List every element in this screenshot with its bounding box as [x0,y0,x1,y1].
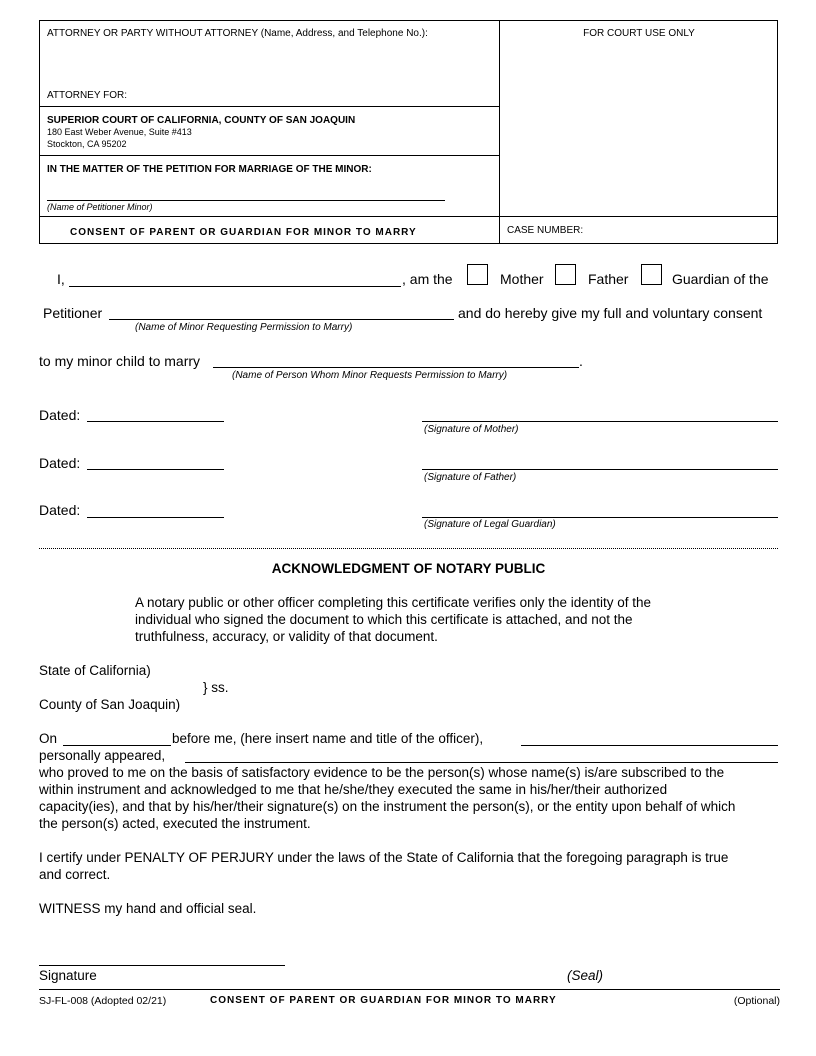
officer-name-field[interactable] [521,745,778,746]
notary-signature-field[interactable] [39,965,285,966]
state-label: State of California) [39,663,151,678]
signature-field-guardian[interactable] [422,517,778,518]
footer-title: CONSENT OF PARENT OR GUARDIAN FOR MINOR TO MARRY [210,995,557,1006]
seal-label: (Seal) [567,968,604,983]
caption-divider [499,20,500,244]
notary-notice-line-2: individual who signed the document to which this certificate is attached, and not the [135,612,633,627]
minor-caption: (Name of Minor Requesting Permission to Marry) [135,322,353,333]
attorney-for-label: ATTORNEY FOR: [47,90,128,101]
date-field-mother[interactable] [87,421,224,422]
court-name: SUPERIOR COURT OF CALIFORNIA, COUNTY OF SAN JOAQUIN [47,115,356,126]
date-field-father[interactable] [87,469,224,470]
parent-name-field[interactable] [69,286,401,287]
matter-label: IN THE MATTER OF THE PETITION FOR MARRIAGE OF THE MINOR: [47,164,372,175]
optional-label: (Optional) [733,995,780,1007]
marry-period: . [579,353,583,369]
certify-line-1: I certify under PENALTY OF PERJURY under the laws of the State of California that the foregoing paragraph is true [39,850,729,865]
witness-text: WITNESS my hand and official seal. [39,901,257,916]
caption-rule-2 [39,155,500,156]
before-me-text: before me, (here insert name and title of the officer), [172,731,484,746]
appeared-name-field[interactable] [185,762,778,763]
case-number-label: CASE NUMBER: [507,225,584,236]
footer-rule [39,989,780,990]
signature-field-mother[interactable] [422,421,778,422]
father-label: Father [588,271,629,287]
on-label: On [39,731,58,746]
notary-date-field[interactable] [63,745,171,746]
dated-label-3: Dated: [39,502,81,518]
sig-guardian-caption: (Signature of Legal Guardian) [424,519,556,530]
sig-mother-caption: (Signature of Mother) [424,424,519,435]
caption-rule-3 [39,216,778,217]
petitioner-name-field[interactable] [47,200,445,201]
caption-rule-1 [39,106,500,107]
signature-field-father[interactable] [422,469,778,470]
mother-checkbox[interactable] [467,264,488,285]
marry-label: to my minor child to marry [39,353,201,369]
mother-label: Mother [500,271,544,287]
sig-father-caption: (Signature of Father) [424,472,517,483]
form-number: SJ-FL-008 (Adopted 02/21) [39,995,167,1007]
date-field-guardian[interactable] [87,517,224,518]
minor-name-field[interactable] [109,319,454,320]
consent-text: and do hereby give my full and voluntary consent [458,305,763,321]
court-address-line-1: 180 East Weber Avenue, Suite #413 [47,127,192,137]
guardian-label: Guardian of the [672,271,769,287]
form-title: CONSENT OF PARENT OR GUARDIAN FOR MINOR TO MARRY [70,227,417,238]
dated-label-1: Dated: [39,407,81,423]
notary-title: ACKNOWLEDGMENT OF NOTARY PUBLIC [271,561,546,576]
petitioner-caption: (Name of Petitioner Minor) [47,202,153,212]
petitioner-label: Petitioner [43,305,103,321]
county-label: County of San Joaquin) [39,697,181,712]
guardian-checkbox[interactable] [641,264,662,285]
dated-label-2: Dated: [39,455,81,471]
proof-line-1: who proved to me on the basis of satisfactory evidence to be the person(s) whose name(s) is/are subscribed to the [39,765,725,780]
father-checkbox[interactable] [555,264,576,285]
signature-label: Signature [39,968,97,983]
person-caption: (Name of Person Whom Minor Requests Permission to Marry) [232,370,508,381]
certify-line-2: and correct. [39,867,111,882]
attorney-label: ATTORNEY OR PARTY WITHOUT ATTORNEY (Name, Address, and Telephone No.): [47,28,428,39]
spouse-name-field[interactable] [213,367,579,368]
am-the-text: , am the [402,271,453,287]
personally-appeared-label: personally appeared, [39,748,166,763]
court-use-label: FOR COURT USE ONLY [583,28,695,39]
court-address-line-2: Stockton, CA 95202 [47,139,127,149]
proof-line-4: the person(s) acted, executed the instrument. [39,816,311,831]
proof-line-3: capacity(ies), and that by his/her/their signature(s) on the instrument the person(s), or the entity upon behalf of which [39,799,736,814]
proof-line-2: within instrument and acknowledged to me that he/she/they executed the same in his/her/their authorized [39,782,668,797]
i-label: I, [57,271,65,287]
section-divider [39,548,778,549]
notary-notice-line-1: A notary public or other officer completing this certificate verifies only the identity of the [135,595,652,610]
notary-notice-line-3: truthfulness, accuracy, or validity of that document. [135,629,438,644]
ss-label: } ss. [203,680,229,695]
